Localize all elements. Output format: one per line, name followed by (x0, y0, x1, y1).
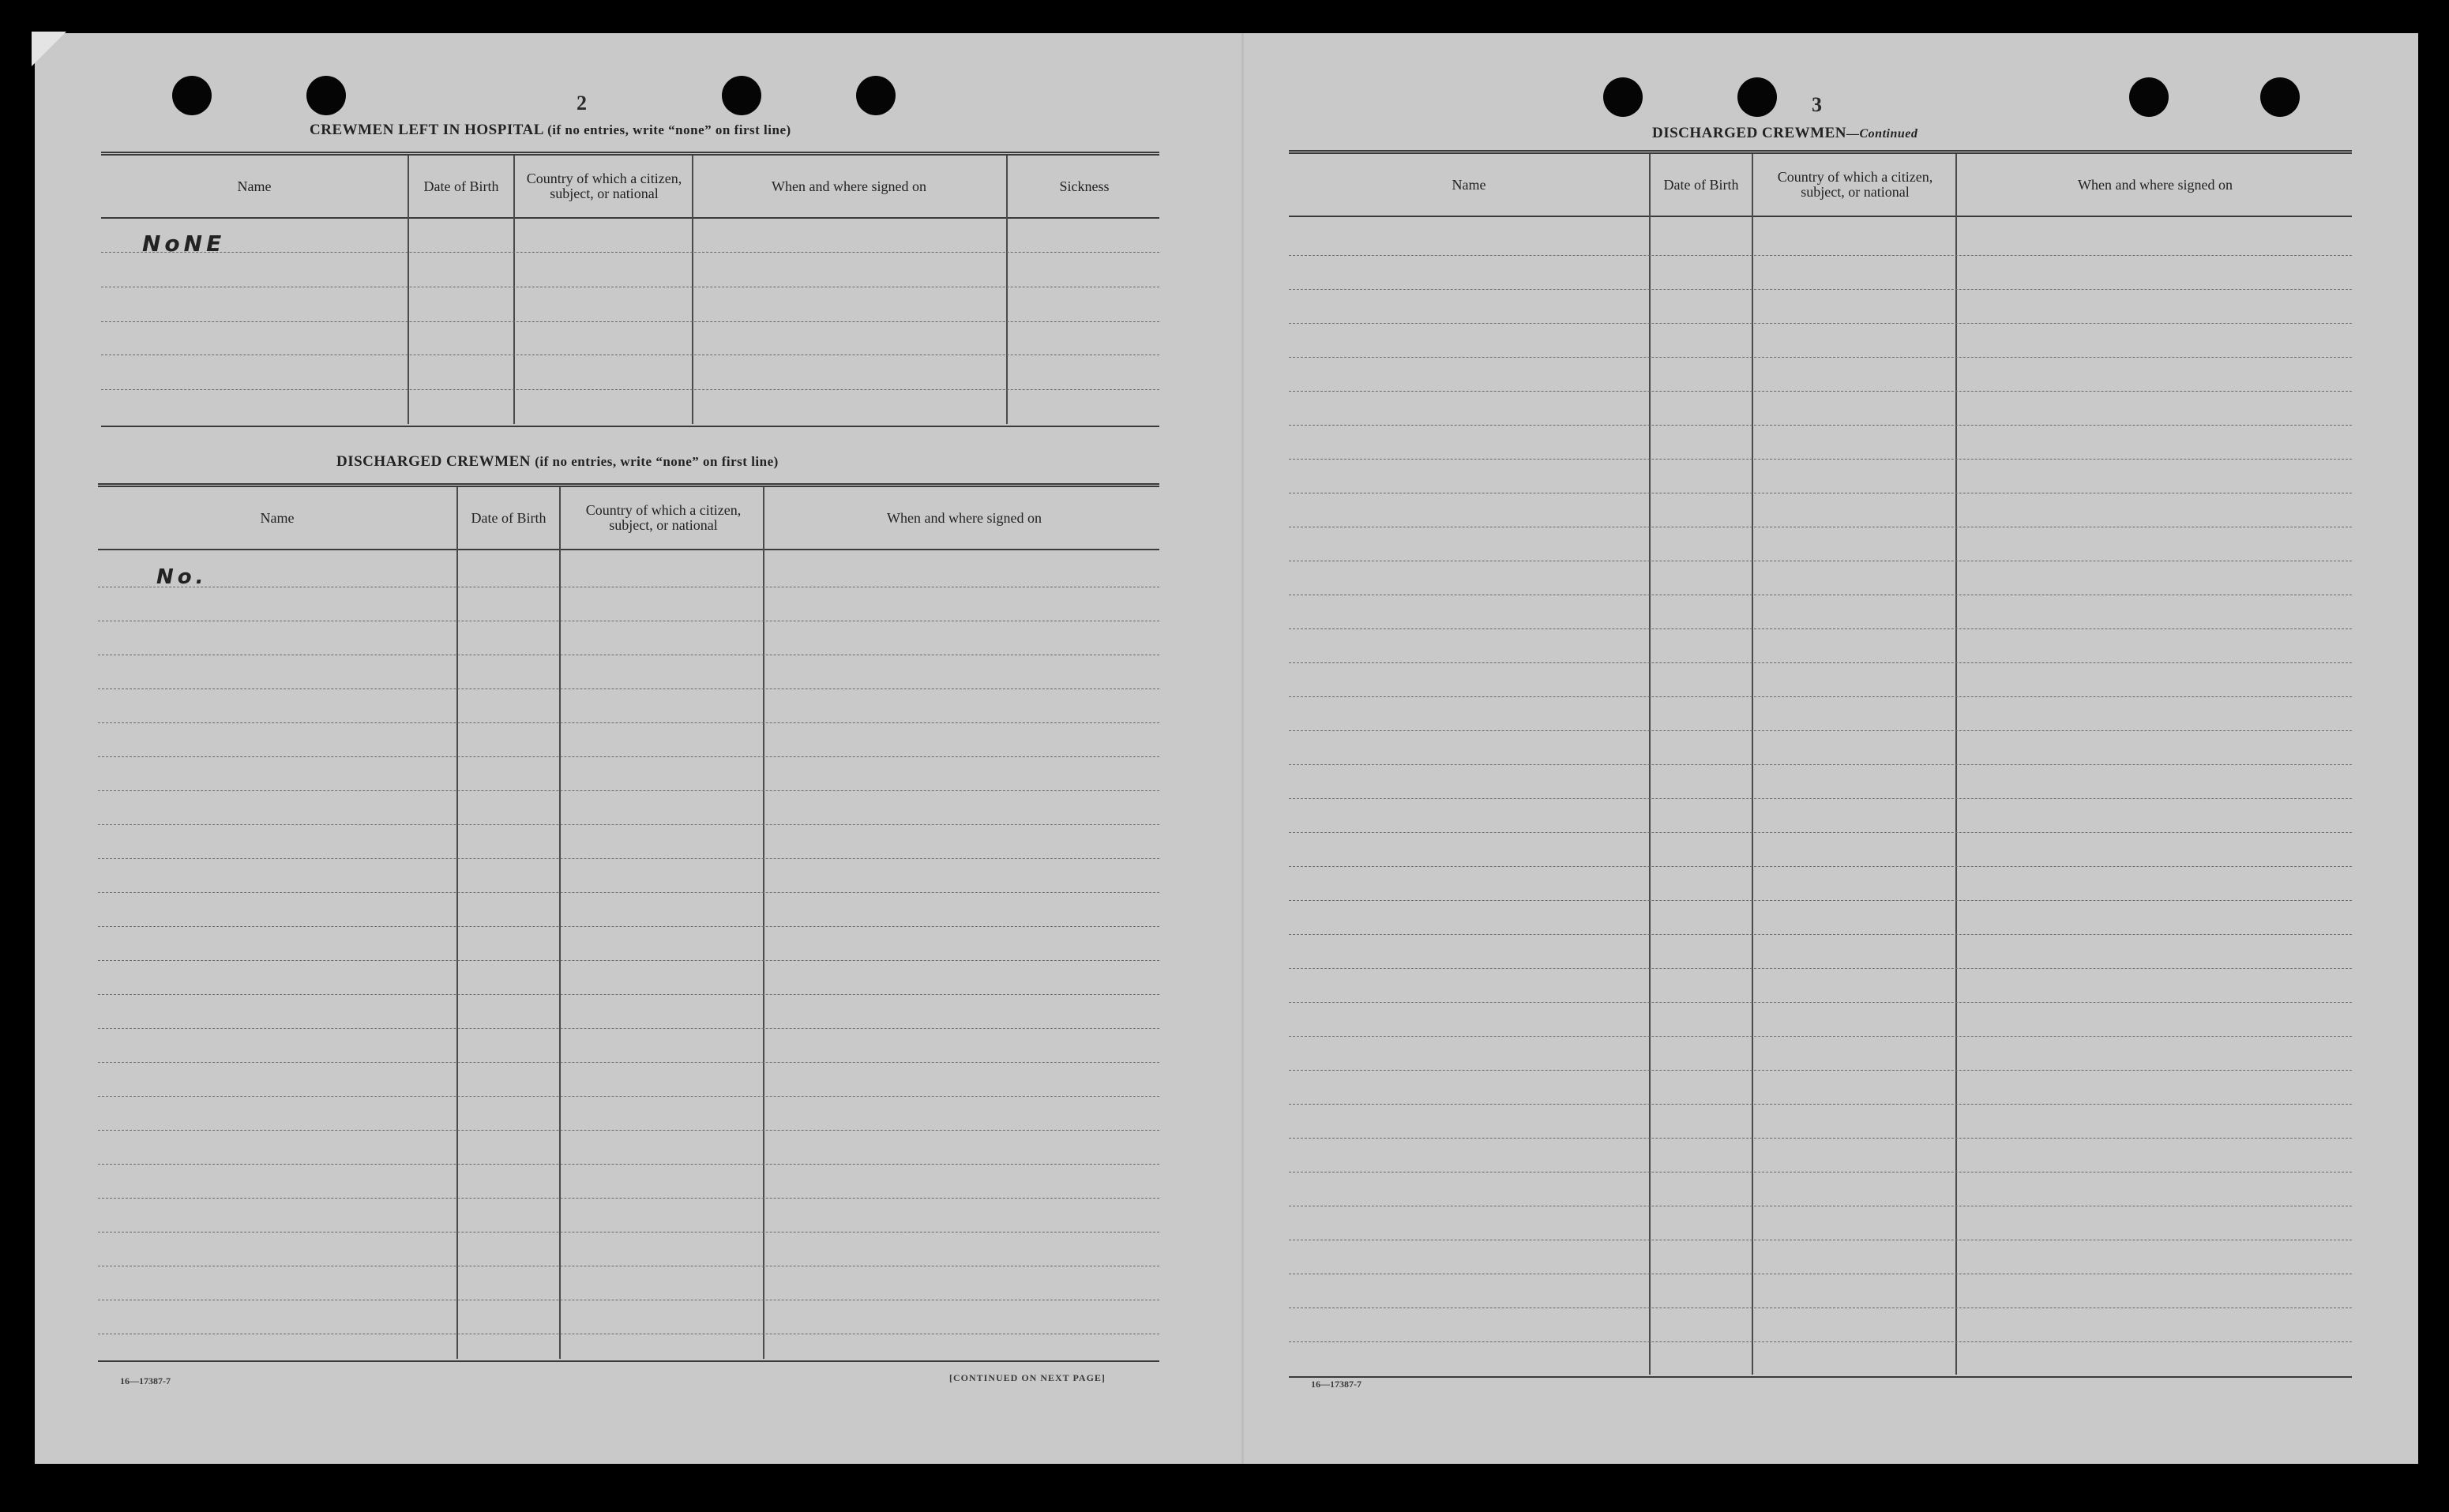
column-header-name: Name (237, 178, 272, 194)
column-header-sickness: Sickness (1059, 178, 1110, 194)
discharged-continued-title (1652, 125, 1918, 142)
hospital-table-header (101, 156, 1159, 219)
punch-hole (306, 76, 346, 115)
table-row-line (98, 1062, 1159, 1063)
table-row-line (1289, 730, 2352, 731)
discharged-continued-table (1289, 150, 2352, 1378)
column-divider (763, 487, 764, 1359)
table-row-line (98, 1164, 1159, 1165)
column-header-country: Country of which a citizen, subject, or national (1777, 169, 1933, 200)
page-number-right: 3 (1812, 93, 1822, 116)
hospital-section-title (310, 122, 791, 139)
table-row-line (1289, 696, 2352, 697)
punch-hole (2129, 77, 2169, 117)
hospital-instruction: (if no entries, write “none” on first line) (547, 122, 791, 137)
table-row-line (98, 722, 1159, 723)
column-divider (559, 487, 561, 1359)
table-row-line (98, 756, 1159, 757)
column-header-name: Name (260, 509, 295, 526)
table-row-line (1289, 1138, 2352, 1139)
punch-hole (1603, 77, 1643, 117)
discharged-continued-table-header (1289, 154, 2352, 217)
table-row-line (1289, 832, 2352, 833)
column-header-country: Country of which a citizen, subject, or national (585, 502, 742, 533)
discharged-table (98, 483, 1159, 1362)
table-row-line (1289, 934, 2352, 935)
discharged-instruction: (if no entries, write “none” on first line) (535, 454, 779, 469)
column-header-date-of-birth: Date of Birth (471, 509, 547, 526)
punch-hole (722, 76, 761, 115)
table-row-line (1289, 1070, 2352, 1071)
column-header-signed-on: When and where signed on (772, 178, 926, 194)
column-divider (456, 487, 458, 1359)
column-divider (692, 156, 693, 424)
table-row-line (98, 1028, 1159, 1029)
column-header-date-of-birth: Date of Birth (423, 178, 499, 194)
table-row-line (98, 858, 1159, 859)
form-number-left: 16—17387-7 (120, 1375, 171, 1386)
table-row-line (98, 926, 1159, 927)
column-header-country: Country of which a citizen, subject, or national (526, 171, 682, 201)
table-row-line (98, 1130, 1159, 1131)
table-row-line (98, 994, 1159, 995)
column-divider (1006, 156, 1008, 424)
hospital-table (101, 152, 1159, 427)
table-row-line (101, 252, 1159, 253)
table-row-line (1289, 357, 2352, 358)
folded-corner (32, 32, 66, 66)
punch-hole (856, 76, 896, 115)
hospital-title-text: CREWMEN LEFT IN HOSPITAL (310, 122, 543, 138)
discharged-section-title (336, 453, 779, 471)
table-row-line (1289, 900, 2352, 901)
table-row-line (1289, 798, 2352, 799)
table-row-line (1289, 1104, 2352, 1105)
continued-label: —Continued (1846, 127, 1918, 141)
table-row-line (98, 1198, 1159, 1199)
page-spine (1241, 33, 1244, 1464)
table-row-line (1289, 662, 2352, 663)
table-row-line (98, 824, 1159, 825)
table-row-line (101, 321, 1159, 322)
continued-note: [CONTINUED ON NEXT PAGE] (949, 1372, 1106, 1383)
table-row-line (1289, 628, 2352, 629)
column-header-date-of-birth: Date of Birth (1663, 176, 1739, 193)
table-row-line (1289, 1002, 2352, 1003)
table-row-line (101, 389, 1159, 390)
table-row-line (1289, 255, 2352, 256)
table-row-line (1289, 425, 2352, 426)
table-row-line (98, 1096, 1159, 1097)
table-row-line (98, 892, 1159, 893)
table-row-line (98, 790, 1159, 791)
table-row-line (1289, 1341, 2352, 1342)
table-row-line (1289, 968, 2352, 969)
column-divider (408, 156, 409, 424)
table-row-line (1289, 289, 2352, 290)
discharged-table-header (98, 487, 1159, 550)
table-row-line (98, 688, 1159, 689)
discharged-continued-title-text: DISCHARGED CREWMEN (1652, 125, 1846, 141)
column-header-signed-on: When and where signed on (887, 509, 1042, 526)
punch-hole (2260, 77, 2300, 117)
table-row-line (98, 960, 1159, 961)
page-number-left: 2 (577, 92, 587, 114)
discharged-title-text: DISCHARGED CREWMEN (336, 453, 531, 470)
table-row-line (1289, 1036, 2352, 1037)
table-row-line (1289, 391, 2352, 392)
table-row-line (1289, 866, 2352, 867)
table-row-line (1289, 459, 2352, 460)
table-row-line (1289, 764, 2352, 765)
column-header-name: Name (1452, 176, 1486, 193)
hospital-handwritten-entry: NoNE (142, 231, 226, 257)
punch-hole (1737, 77, 1777, 117)
discharged-handwritten-entry: No. (156, 565, 208, 589)
column-header-signed-on: When and where signed on (2078, 176, 2233, 193)
table-row-line (1289, 323, 2352, 324)
column-divider (513, 156, 515, 424)
form-number-right: 16—17387-7 (1311, 1379, 1362, 1390)
punch-hole (172, 76, 212, 115)
